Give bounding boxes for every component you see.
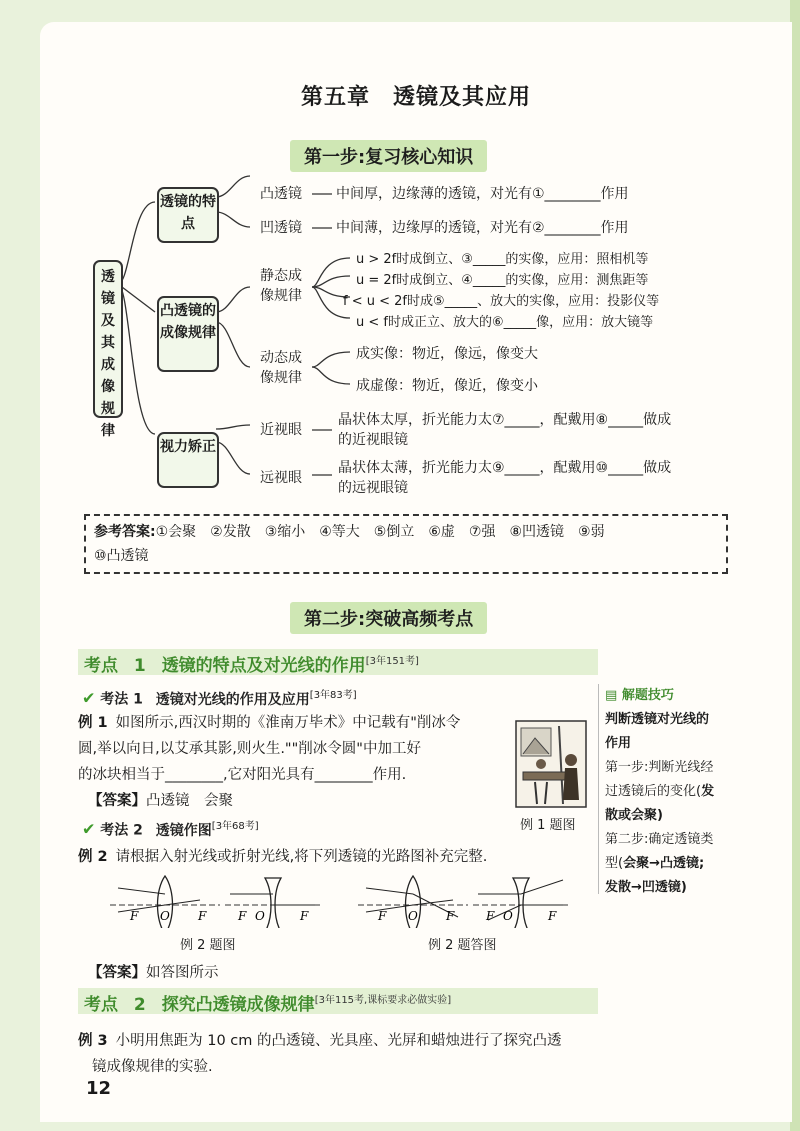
book-icon: ▤	[605, 688, 622, 703]
method-2-note: 3年68考	[215, 821, 255, 832]
example-2-answer	[88, 960, 219, 986]
example-3-line1: 小明用焦距为 10 cm 的凸透镜、光具座、光屏和蜡烛进行了探究凸透	[115, 1033, 562, 1049]
center-label: O	[408, 909, 418, 923]
static-rule-3: f < u < 2f时成⑤_____、放大的实像，应用：投影仪等	[343, 294, 660, 309]
example-1	[78, 710, 508, 814]
kaodian-1-band: 考点 1 透镜的特点及对光线的作用[3年151考]	[78, 649, 598, 675]
static-rule-2: u = 2f时成倒立、④_____的实像，应用：测焦距等	[356, 273, 649, 288]
page	[40, 22, 792, 1122]
example-2-answer-label: 【答案】	[88, 965, 146, 981]
convex-text: 中间厚，边缘薄的透镜，对光有①________作用	[336, 186, 629, 202]
far-text-1: 晶状体太薄，折光能力太⑨_____，配戴用⑩_____做成	[338, 460, 672, 476]
example-3	[78, 1028, 618, 1080]
tips-title-1: 判断透镜对光线的	[605, 712, 710, 727]
focus-label: F	[446, 909, 455, 923]
center-label: O	[503, 909, 513, 923]
method-1: ✔ 考法 1 透镜对光线的作用及应用[3年83考]	[82, 688, 357, 708]
focus-label: F	[548, 909, 557, 923]
check-icon-2: ✔	[82, 819, 96, 839]
example-1-answer: 凸透镜 会聚	[146, 793, 233, 809]
step2-banner: 第二步:突破高频考点	[290, 602, 487, 634]
method-1-note: 3年83考	[313, 690, 353, 701]
answer-key-line2: ⑩凸透镜	[94, 548, 149, 564]
static-rule-4: u < f时成正立、放大的⑥_____像，应用：放大镜等	[356, 315, 654, 330]
far-text-2: 的远视眼镜	[338, 480, 408, 496]
tips-line-5: 型(	[605, 856, 624, 871]
center-label: O	[160, 909, 170, 923]
kaodian-2-band: 考点 2 探究凸透镜成像规律[3年115考,课标要求必做实验]	[78, 988, 598, 1014]
concave-label: 凹透镜	[260, 220, 302, 236]
example-2-answer-figure	[358, 872, 568, 928]
tips-line-2: 过透镜后的变化(	[605, 784, 702, 799]
mindmap-box-imaging-rules	[157, 296, 219, 372]
example-2	[78, 844, 487, 870]
check-icon: ✔	[82, 688, 96, 708]
mindmap-box-lens-features	[157, 187, 219, 243]
focus-label: F	[300, 909, 309, 923]
answer-key-label: 参考答案:	[94, 524, 156, 540]
step1-banner: 第一步:复习核心知识	[290, 140, 487, 172]
vision-label: 视力矫正	[160, 439, 216, 455]
mindmap-root	[93, 260, 123, 439]
near-text-2: 的近视眼镜	[338, 432, 408, 448]
example-3-label: 例 3	[78, 1033, 108, 1049]
method-2: ✔ 考法 2 透镜作图[3年68考]	[82, 819, 259, 839]
lens-features-label: 透镜的特点	[160, 194, 216, 232]
page-number: 12	[86, 1078, 112, 1099]
tips-line-5-bold: 会聚→凸透镜;	[623, 856, 705, 871]
example-2-answer-text: 如答图所示	[146, 965, 219, 981]
focus-label: F	[198, 909, 207, 923]
example-2-question-caption: 例 2 题图	[180, 938, 236, 953]
example-1-line1: 如图所示,西汉时期的《淮南万毕术》中记载有"削冰令	[115, 715, 461, 731]
focus-label: F	[378, 909, 387, 923]
tips-line-2-bold: 发	[701, 784, 715, 799]
mindmap-root-label: 透镜及其成像规律	[101, 269, 115, 439]
center-label: O	[255, 909, 265, 923]
method-2-title: 透镜作图	[155, 822, 212, 839]
answer-key-line1: ①会聚 ②发散 ③缩小 ④等大 ⑤倒立 ⑥虚 ⑦强 ⑧凹透镜 ⑨弱	[155, 524, 605, 540]
imaging-rules-label: 凸透镜的成像规律	[160, 303, 216, 341]
focus-label: F	[130, 909, 139, 923]
kaodian-1-label: 考点	[84, 655, 118, 676]
kaodian-2-label: 考点	[84, 994, 118, 1015]
example-1-label: 例 1	[78, 715, 108, 731]
far-label: 远视眼	[260, 470, 302, 486]
dynamic-rule-2: 成虚像：物近，像近，像变小	[356, 378, 538, 394]
dynamic-label: 动态成像规律	[260, 350, 302, 386]
example-1-figure	[515, 720, 587, 808]
dynamic-rule-1: 成实像：物近，像远，像变大	[356, 346, 538, 362]
method-2-label: 考法 2	[100, 822, 143, 839]
tips-sidebar	[598, 684, 755, 894]
tips-line-1: 第一步:判断光线经	[605, 760, 714, 775]
focus-label: F	[486, 909, 495, 923]
kaodian-1-title: 透镜的特点及对光线的作用	[161, 655, 366, 676]
example-2-question-figure	[110, 872, 320, 928]
example-2-label: 例 2	[78, 849, 108, 865]
mindmap-box-vision	[157, 432, 219, 488]
method-1-label: 考法 1	[100, 691, 143, 708]
answer-key	[84, 514, 728, 574]
near-text-1: 晶状体太厚，折光能力太⑦_____，配戴用⑧_____做成	[338, 412, 672, 428]
convex-label: 凸透镜	[260, 186, 302, 202]
example-1-caption: 例 1 题图	[520, 818, 576, 833]
tips-line-6: 发散→凹透镜)	[605, 880, 687, 895]
example-1-line2: 圆,举以向日,以艾承其影,则火生.""削冰令圆"中加工好	[78, 741, 421, 757]
tips-line-3: 散或会聚)	[605, 808, 663, 823]
tips-line-4: 第二步:确定透镜类	[605, 832, 714, 847]
method-1-title: 透镜对光线的作用及应用	[155, 691, 310, 708]
concave-text: 中间薄，边缘厚的透镜，对光有②________作用	[336, 220, 629, 236]
static-rule-1: u > 2f时成倒立、③_____的实像，应用：照相机等	[356, 252, 649, 267]
chapter-title: 第五章 透镜及其应用	[300, 85, 531, 110]
example-2-text: 请根据入射光线或折射光线,将下列透镜的光路图补充完整.	[115, 849, 488, 865]
kaodian-1-note: 3年151考	[369, 656, 416, 667]
near-label: 近视眼	[260, 422, 302, 438]
kaodian-2-title: 探究凸透镜成像规律	[161, 994, 315, 1015]
tips-head: 解题技巧	[621, 688, 674, 703]
kaodian-1-num: 1	[133, 655, 146, 676]
example-3-line2: 镜成像规律的实验.	[92, 1059, 213, 1075]
example-1-answer-label: 【答案】	[88, 793, 146, 809]
kaodian-2-note: 3年115考,课标要求必做实验	[318, 995, 448, 1006]
static-label: 静态成像规律	[260, 268, 302, 304]
example-1-line3: 的冰块相当于________,它对阳光具有________作用.	[78, 767, 407, 783]
focus-label: F	[238, 909, 247, 923]
example-2-answer-caption: 例 2 题答图	[428, 938, 497, 953]
tips-title-2: 作用	[605, 736, 632, 751]
kaodian-2-num: 2	[133, 994, 146, 1015]
